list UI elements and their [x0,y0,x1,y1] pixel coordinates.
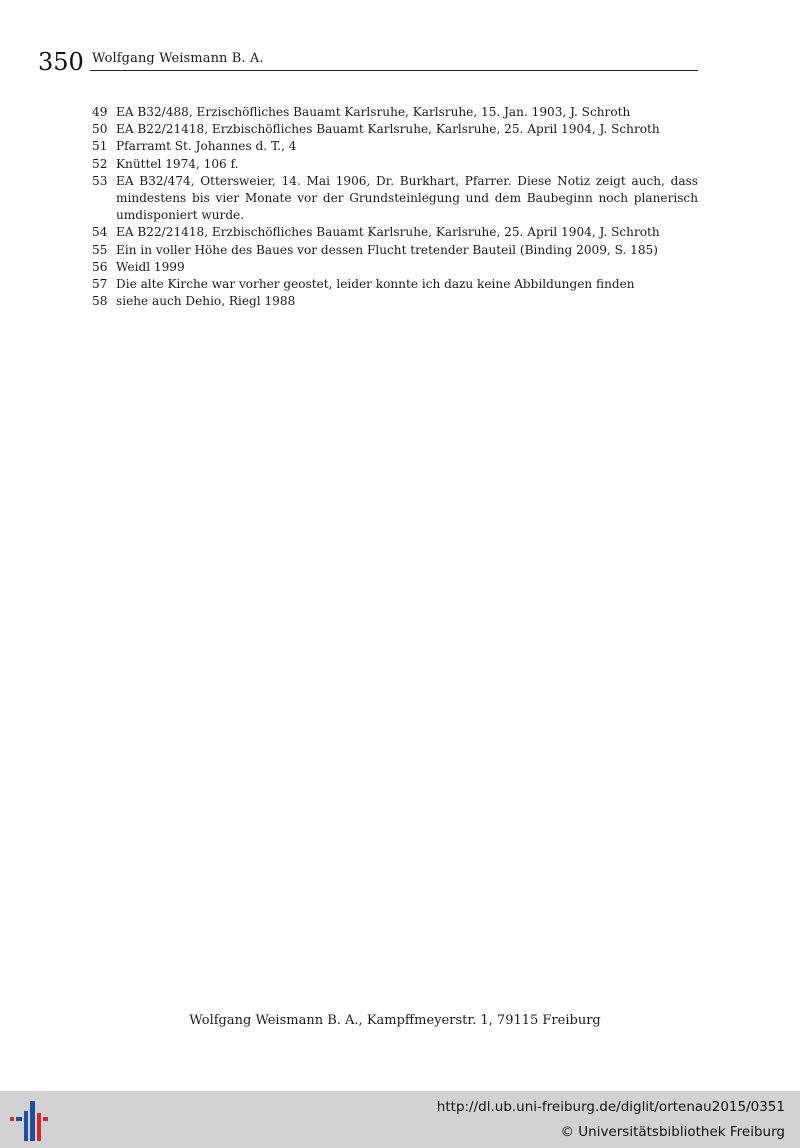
footnote-text: Weidl 1999 [116,259,185,274]
footnote-text: Die alte Kirche war vorher geostet, leider konnte ich dazu keine Abbildungen finden [116,277,635,292]
author-address: Wolfgang Weismann B. A., Kampffmeyerstr. 1, 79115 Freiburg [189,1013,601,1028]
footnote [82,138,698,155]
footnote-text: Pfarramt St. Johannes d. T., 4 [116,139,297,154]
footnote-text: EA B22/21418, Erzbischöfliches Bauamt Karlsruhe, Karlsruhe, 25. April 1904, J. Schroth [116,225,660,240]
logo-bar [43,1117,48,1121]
logo-bar [16,1117,22,1121]
footnote-text: EA B22/21418, Erzbischöfliches Bauamt Karlsruhe, Karlsruhe, 25. April 1904, J. Schroth [116,122,660,137]
footnote-text: Ein in voller Höhe des Baues vor dessen Flucht tretender Bauteil (Binding 2009, S. 185) [116,242,658,257]
footnote [82,156,698,173]
page-number: 350 [38,48,84,76]
footer-bar [0,1091,800,1148]
footnote [82,121,698,138]
footnote [82,276,698,293]
footnote [82,242,698,259]
footer-copyright: © Universitätsbibliothek Freiburg [560,1124,785,1140]
footnote-number: 58 [92,294,108,309]
footnote-number: 51 [92,139,108,154]
footnote [82,104,698,121]
running-head: Wolfgang Weismann B. A. [92,51,264,66]
header-rule [90,70,698,71]
footnote-number: 49 [92,105,108,119]
footnote-number: 54 [92,225,108,240]
footnotes-list [82,104,698,310]
footnote-number: 56 [92,259,108,274]
footnote-number: 53 [92,173,108,188]
footnote [82,173,698,225]
footnote-text: EA B32/488, Erzischöfliches Bauamt Karlsruhe, Karlsruhe, 15. Jan. 1903, J. Schroth [116,105,631,119]
footnote [82,224,698,241]
ub-freiburg-logo-icon [10,1099,50,1143]
footnote-number: 57 [92,277,108,292]
footnote-text: Knüttel 1974, 106 f. [116,156,239,171]
footnote-number: 52 [92,156,108,171]
logo-bar [30,1101,35,1141]
footer-url-link[interactable]: http://dl.ub.uni-freiburg.de/diglit/ortenau2015/0351 [436,1099,785,1115]
footnote-number: 55 [92,242,108,257]
footnote-text: siehe auch Dehio, Riegl 1988 [116,294,296,309]
footnote-text: EA B32/474, Ottersweier, 14. Mai 1906, Dr. Burkhart, Pfarrer. Diese Notiz zeigt auch, dass mindestens bis vier Monate vor der Grundsteinlegung und dem Baubeginn noch planerisch umdisponiert wurde. [116,173,698,223]
logo-bar [37,1113,41,1141]
logo-bar [24,1111,28,1141]
footnote-number: 50 [92,122,108,137]
footnote [82,293,698,310]
logo-bar [10,1117,14,1121]
footnote [82,259,698,276]
